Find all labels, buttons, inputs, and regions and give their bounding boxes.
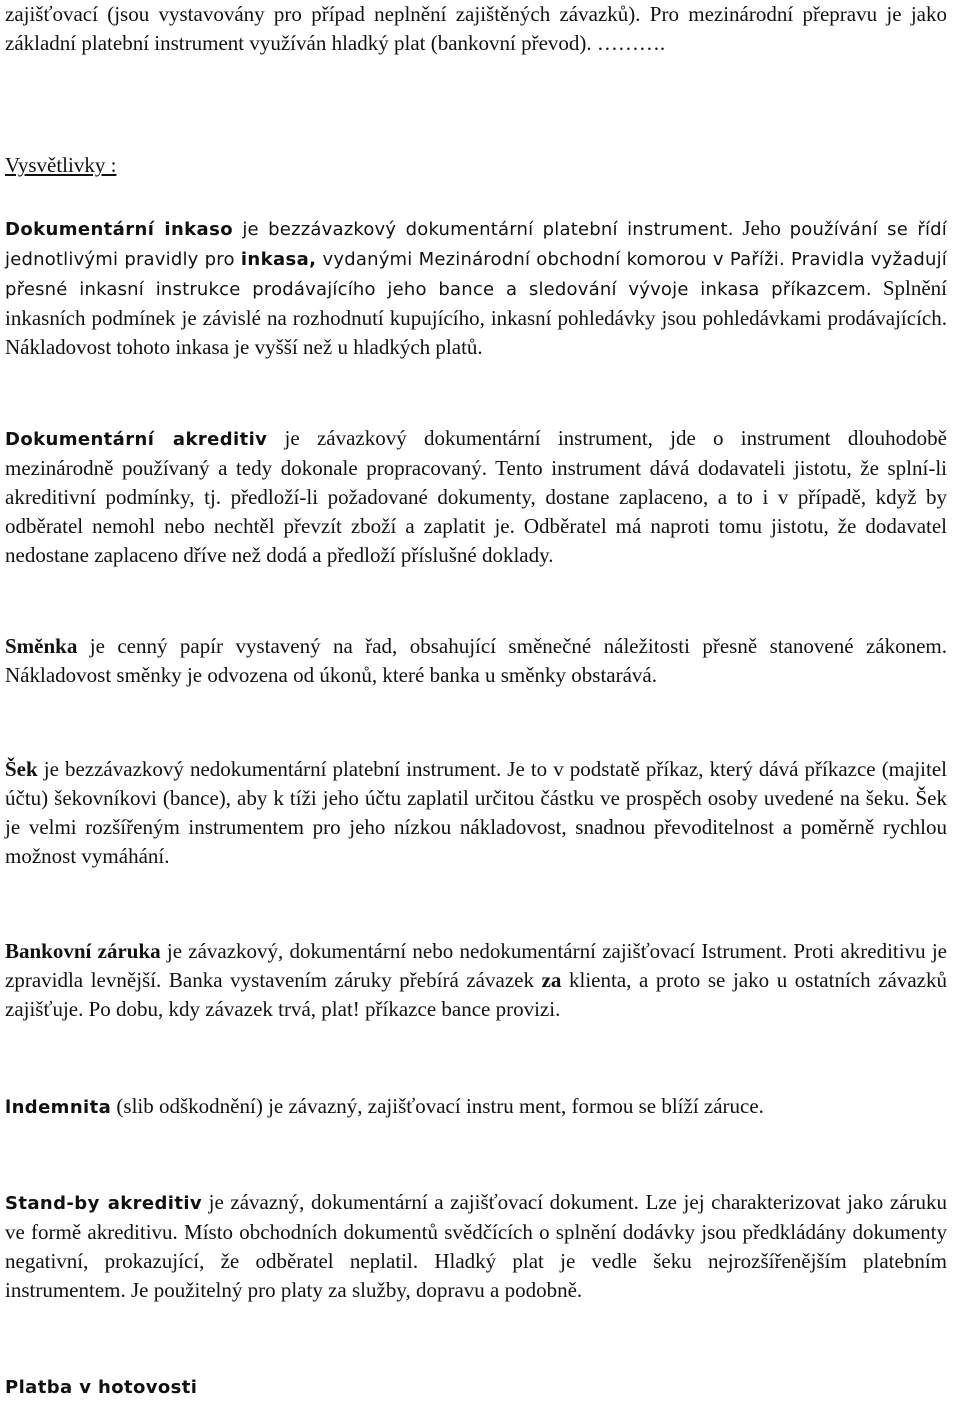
akreditiv-text-3: předloží-li požadované dokumenty, dostane zaplaceno, a to i v případě, když by odběratel nemohl nebo nechtěl převzít zboží a zaplatit je.	[5, 485, 947, 538]
inkaso-text-6: Splnění inkasních podmínek je závislé na rozhodnutí kupujícího, inkasní pohledávky jsou pohledávkami prodávajících. Nákladovost tohoto inkasa je vyšší než u hladkých platů.	[5, 276, 947, 359]
standby-text-2: Lze jej charakterizovat jako záruku ve formě akreditivu.	[5, 1190, 947, 1244]
cash-payment-heading	[5, 1372, 947, 1402]
inkaso-text-1: je bezzávazkový dokumentární platební instrument.	[232, 219, 734, 240]
paragraph-indemnity	[5, 1092, 947, 1122]
paragraph-bank-guarantee	[5, 937, 947, 1024]
paragraph-standby-credit	[5, 1188, 947, 1305]
standby-text-4: Hladký plat je vedle šeku nejrozšířenějším platebním instrumentem. Je použitelný pro platy za služby, dopravu a podobně.	[5, 1249, 947, 1302]
akreditiv-text-2: Tento instrument dává dodavateli jistotu, že splní-li akreditivní podmínky, tj.	[5, 456, 947, 509]
akreditiv-text-1: je závazkový dokumentární instrument, jde o instrument dlouhodobě mezinárodně používaný a tedy dokonale propracovaný.	[5, 426, 947, 480]
smenka-text: je cenný papír vystavený na řad, obsahující směnečné náležitosti přesně stanovené zákonem. Nákladovost směnky je odvozena od úkonů, které banka u směnky obstarává.	[5, 634, 947, 687]
intro-paragraph	[5, 0, 947, 58]
indemnita-text: (slib odškodnění) je závazný, zajišťovací instru ment, formou se blíží záruce.	[111, 1094, 764, 1118]
heading-text: Vysvětlivky :	[5, 153, 117, 177]
term-bill-of-exchange: Směnka	[5, 634, 78, 658]
inkaso-text-2: Jeho	[733, 216, 781, 240]
term-cheque: Šek	[5, 757, 38, 781]
term-documentary-collection: Dokumentární inkaso	[5, 219, 233, 240]
term-standby-credit: Stand-by akreditiv	[5, 1193, 203, 1214]
paragraph-bill-of-exchange	[5, 632, 947, 690]
paragraph-documentary-credit	[5, 424, 947, 570]
paragraph-documentary-collection	[5, 214, 947, 362]
explanations-heading	[5, 151, 947, 180]
inkaso-text-3: používání se řídí jednotlivými pravidly pro	[5, 219, 948, 270]
zaruka-za: za	[541, 968, 562, 992]
term-documentary-credit: Dokumentární akreditiv	[5, 429, 268, 450]
inkaso-text-5: Pravidla vyžadují přesné inkasní instrukce prodávajícího jeho bance a sledování vývoje inkasa příkazcem.	[5, 249, 948, 300]
term-bank-guarantee: Bankovní záruka	[5, 939, 161, 963]
paragraph-cheque	[5, 755, 947, 871]
cash-payment-title: Platba v hotovosti	[5, 1377, 198, 1398]
zaruka-text-2: klienta, a proto se jako u ostatních závazků zajišťuje. Po dobu, kdy závazek trvá, plat! příkazce bance provizi.	[5, 968, 948, 1021]
inkaso-text-4: vydanými Mezinárodní obchodní komorou v Paříži.	[316, 249, 785, 270]
term-indemnity: lndemnita	[5, 1097, 112, 1118]
standby-text-1: je závazný, dokumentární a zajišťovací dokument.	[202, 1190, 639, 1214]
zaruka-text-1: je závazkový, dokumentární nebo nedokumentární zajišťovací Istrument. Proti akreditivu je zpravidla levnější. Banka vystavením záruky přebírá závazek	[5, 939, 947, 992]
standby-text-3: Místo obchodních dokumentů svědčících o splnění dodávky jsou předkládány dokumenty negativní, prokazující, že odběratel neplatil.	[5, 1220, 947, 1273]
inkaso-term-inkasa: inkasa,	[240, 249, 317, 270]
intro-text: zajišťovací (jsou vystavovány pro případ neplnění zajištěných závazků). Pro mezinárodní přepravu je jako základní platební instrument využíván hladký plat (bankovní převod). ……….	[5, 2, 947, 55]
sek-text: je bezzávazkový nedokumentární platební instrument. Je to v podstatě příkaz, který dává příkazce (majitel účtu) šekovníkovi (bance), aby k tíži jeho účtu zaplatil určitou částku ve prospěch osoby uvedené na šeku. Šek je velmi rozšířeným instrumentem pro jeho nízkou nákladovost, snadnou převoditelnost a poměrně rychlou možnost vymáhání.	[5, 757, 947, 868]
akreditiv-text-4: Odběratel má naproti tomu jistotu, že dodavatel nedostane zaplaceno dříve než dodá a předloží příslušné doklady.	[5, 514, 947, 567]
